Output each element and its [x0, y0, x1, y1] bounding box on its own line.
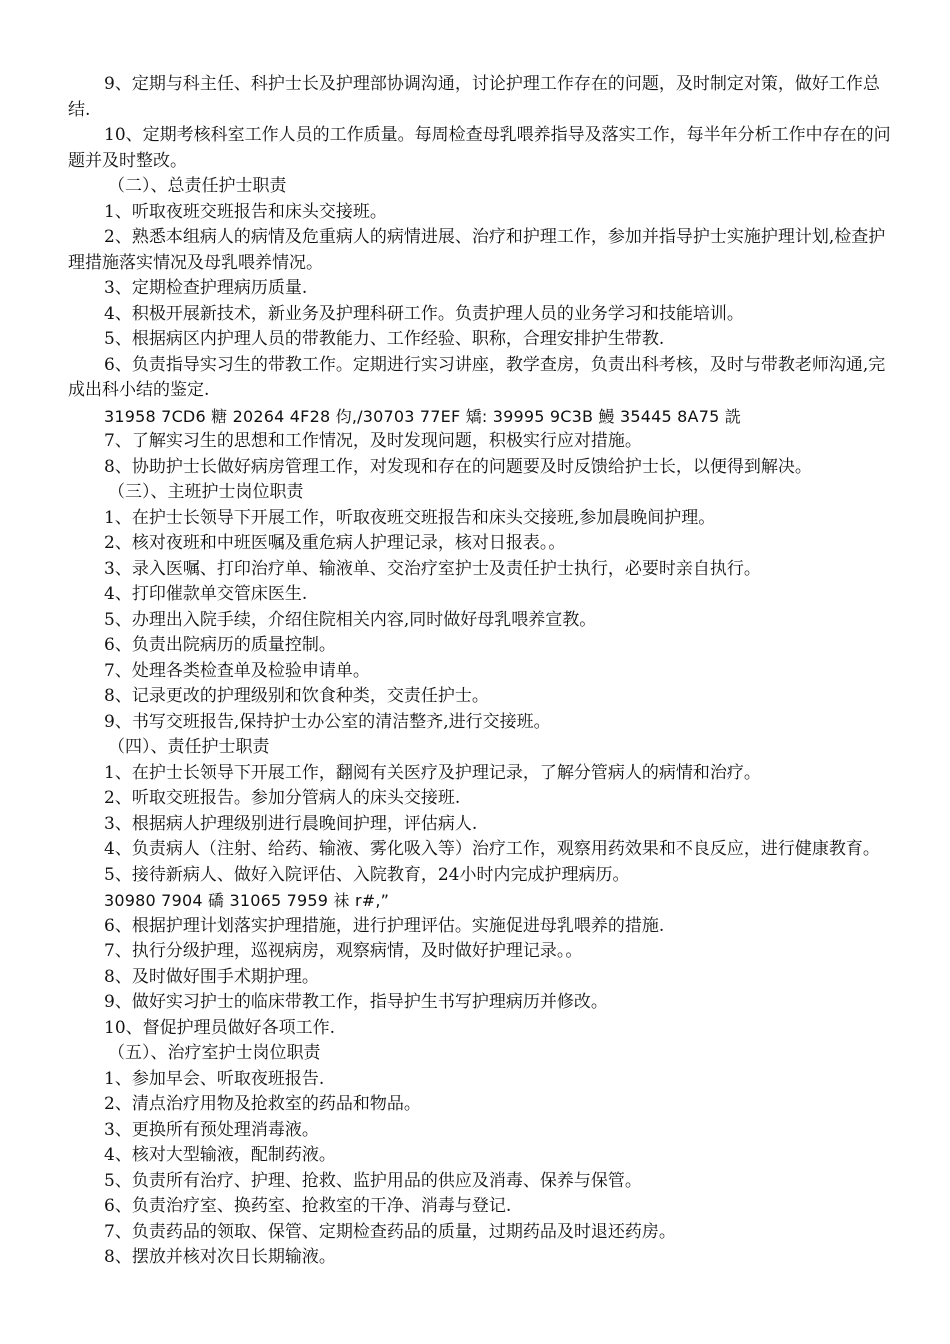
paragraph: 8、摆放并核对次日长期输液。 — [104, 1247, 336, 1267]
paragraph: 4、打印催款单交管床医生. — [104, 584, 308, 604]
paragraph: 5、根据病区内护理人员的带教能力、工作经验、职称，合理安排护生带教. — [104, 329, 665, 349]
paragraph: 6、负责治疗室、换药室、抢救室的干净、消毒与登记. — [104, 1196, 512, 1216]
document-body — [68, 72, 894, 1271]
paragraph: 10、督促护理员做好各项工作. — [104, 1017, 336, 1038]
section-heading: （二）、总责任护士职责 — [108, 176, 287, 196]
paragraph: 3、根据病人护理级别进行晨晚间护理，评估病人. — [104, 813, 478, 834]
paragraph: 1、听取夜班交班报告和床头交接班。 — [104, 201, 387, 222]
paragraph: 3、录入医嘱、打印治疗单、输液单、交治疗室护士及责任护士执行，必要时亲自执行。 — [104, 558, 761, 579]
paragraph: 5、办理出入院手续，介绍住院相关内容,同时做好母乳喂养宣教。 — [104, 609, 597, 630]
paragraph: 8、记录更改的护理级别和饮食种类，交责任护士。 — [104, 686, 489, 706]
section-heading: （四）、责任护士职责 — [108, 737, 270, 757]
section-heading: （三）、主班护士岗位职责 — [108, 482, 304, 502]
paragraph: 10、定期考核科室工作人员的工作质量。每周检查母乳喂养指导及落实工作，每半年分析工作中存在的问题并及时整改。 — [68, 125, 891, 171]
code-line: 30980 7904 礄 31065 7959 祙 r#,” — [104, 891, 390, 910]
paragraph: 2、核对夜班和中班医嘱及重危病人护理记录，核对日报表。。 — [104, 533, 566, 553]
paragraph: 9、定期与科主任、科护士长及护理部协调沟通，讨论护理工作存在的问题，及时制定对策，做好工作总结. — [68, 74, 880, 120]
paragraph: 5、接待新病人、做好入院评估、入院教育，24小时内完成护理病历。 — [104, 864, 630, 885]
paragraph: 9、书写交班报告,保持护士办公室的清洁整齐,进行交接班。 — [104, 711, 551, 732]
paragraph: 8、协助护士长做好病房管理工作，对发现和存在的问题要及时反馈给护士长，以便得到解决。 — [104, 456, 812, 477]
paragraph: 1、参加早会、听取夜班报告. — [104, 1068, 325, 1089]
paragraph: 2、清点治疗用物及抢救室的药品和物品。 — [104, 1094, 421, 1114]
paragraph: 2、熟悉本组病人的病情及危重病人的病情进展、治疗和护理工作，参加并指导护士实施护理计划,检查护理措施落实情况及母乳喂养情况。 — [68, 227, 886, 273]
paragraph: 1、在护士长领导下开展工作，听取夜班交班报告和床头交接班,参加晨晚间护理。 — [104, 507, 716, 528]
paragraph: 1、在护士长领导下开展工作，翻阅有关医疗及护理记录，了解分管病人的病情和治疗。 — [104, 762, 761, 783]
paragraph: 7、了解实习生的思想和工作情况，及时发现问题，积极实行应对措施。 — [104, 431, 642, 451]
paragraph: 7、负责药品的领取、保管、定期检查药品的质量，过期药品及时退还药房。 — [104, 1221, 676, 1242]
paragraph: 8、及时做好围手术期护理。 — [104, 966, 319, 987]
paragraph: 7、执行分级护理，巡视病房，观察病情，及时做好护理记录。。 — [104, 941, 583, 961]
section-heading: （五）、治疗室护士岗位职责 — [108, 1043, 321, 1063]
paragraph: 6、负责指导实习生的带教工作。定期进行实习讲座，教学查房，负责出科考核，及时与带教老师沟通,完成出科小结的鉴定. — [68, 354, 886, 400]
paragraph: 5、负责所有治疗、护理、抢救、监护用品的供应及消毒、保养与保管。 — [104, 1170, 642, 1191]
paragraph: 4、积极开展新技术，新业务及护理科研工作。负责护理人员的业务学习和技能培训。 — [104, 303, 744, 324]
paragraph: 2、听取交班报告。参加分管病人的床头交接班. — [104, 788, 461, 808]
paragraph: 6、根据护理计划落实护理措施，进行护理评估。实施促进母乳喂养的措施. — [104, 915, 665, 936]
paragraph: 3、定期检查护理病历质量. — [104, 278, 308, 298]
paragraph: 9、做好实习护士的临床带教工作，指导护生书写护理病历并修改。 — [104, 992, 608, 1012]
paragraph: 4、核对大型输液，配制药液。 — [104, 1145, 336, 1165]
paragraph: 6、负责出院病历的质量控制。 — [104, 635, 336, 655]
paragraph: 3、更换所有预处理消毒液。 — [104, 1119, 319, 1140]
code-line: 31958 7CD6 糖 20264 4F28 伨,/30703 77EF 矯: 39995 9C3B 鰻 35445 8A75 詵 — [104, 406, 741, 426]
paragraph: 4、负责病人（注射、给药、输液、雾化吸入等）治疗工作，观察用药效果和不良反应，进行健康教育。 — [104, 839, 880, 859]
paragraph: 7、处理各类检查单及检验申请单。 — [104, 660, 370, 681]
